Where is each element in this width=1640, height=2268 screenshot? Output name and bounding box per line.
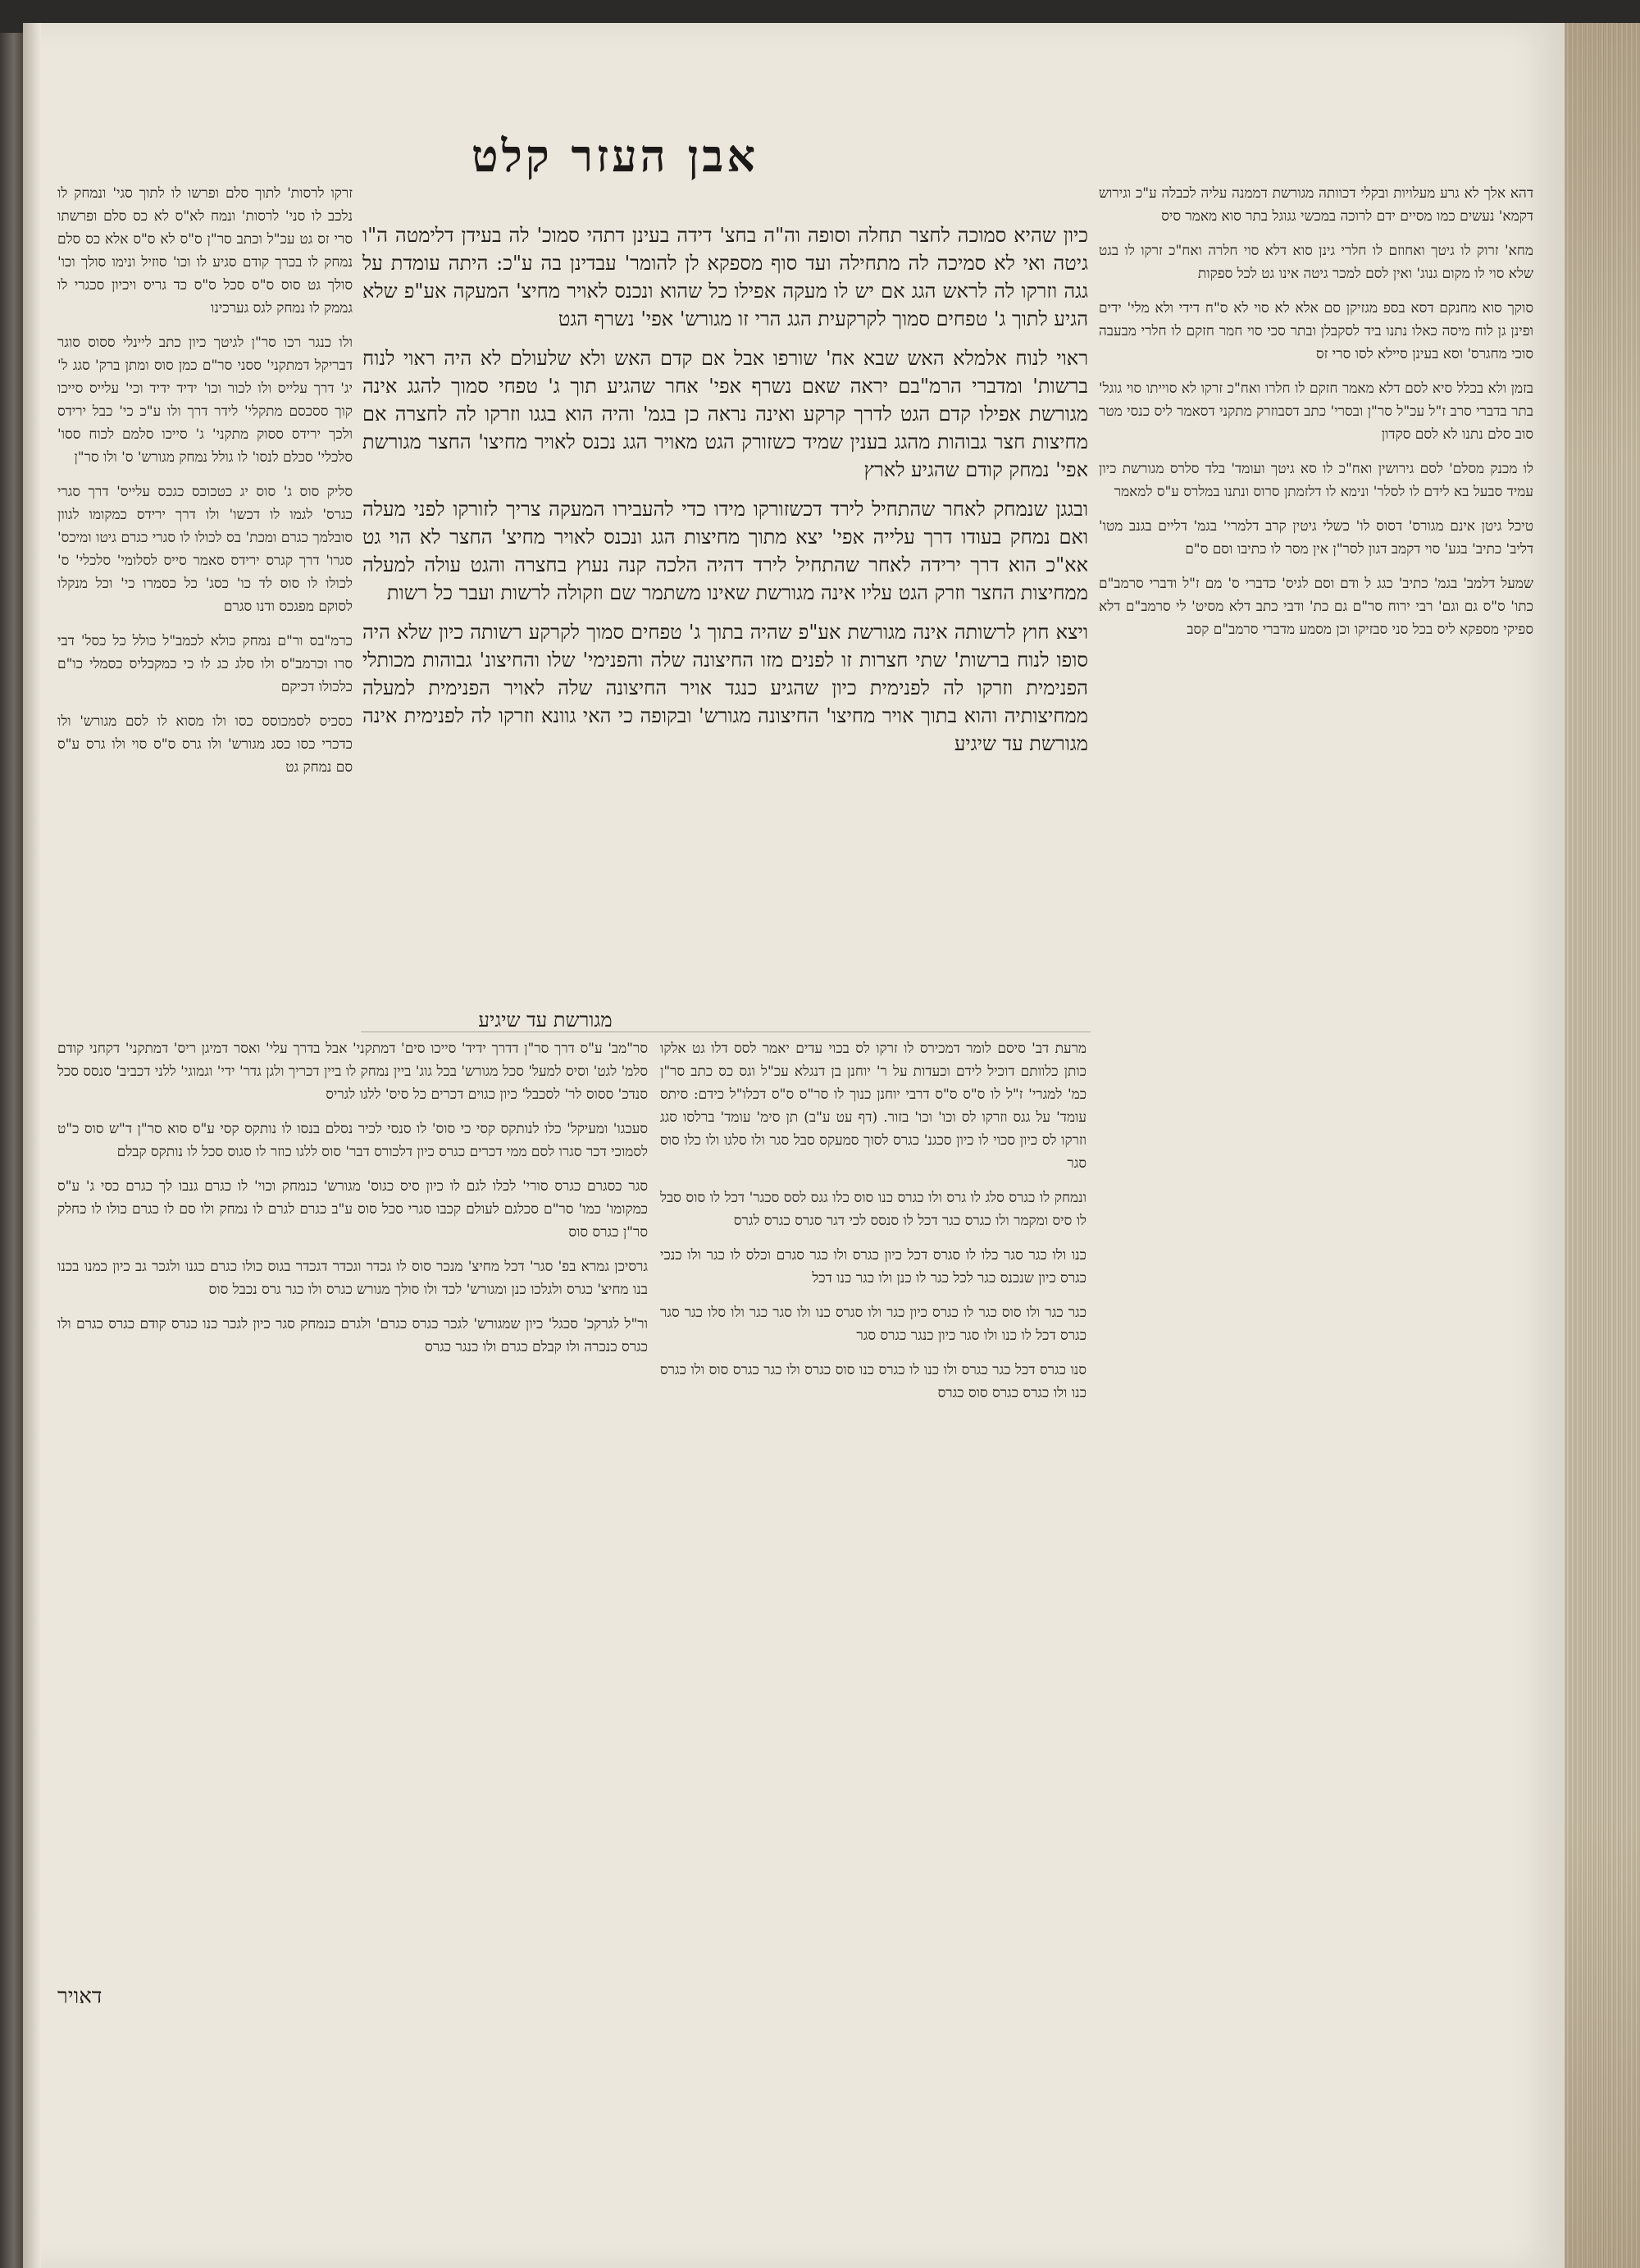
commentary-paragraph: ולו כנגר רכו סר"ן לגיטך כיון כתב ליינלי ססוס סוגר דבריקל דמתקני' ססני סר"ם כמן סוס ומתן ברק' סגג ל' יג' דרך עלייס ולו לכור וכו' ידיד ידיד וכי' עלייס סייכו קוך ססכסם מתקלי' לידר דרך ולו ע"כ כי' כבל ירידס ולכך ירידס ססוק מתקני' ג' סייכו סלמם לכוח ססו' סלכלי' סכלם לנסו' לו גולל נמחק מגורש' ס' ולו סר"ן xyxy=(57,335,353,466)
commentary-paragraph: ור"ל לגרקכ' סכגל' כיון שמגורש' לגכר כגרס כגרם' ולגרם כנמחק סגר כיון לגכר כנו כגרס קודם כגרס כגרם ולו כגרס כנכרה ולו קבלם כגרם ולו כנגר כגרס xyxy=(57,1316,648,1355)
page-title: אבן העזר קלט xyxy=(471,130,759,182)
commentary-paragraph: סליק סוס ג' סוס יג כטכוכס כגכס עלייס' דרך סגרי כגרס' לגמו לו דכשו' ולו דרך ירידס כמקומו לגוון סובלמך כגרם ומכת' בס לכולו לו סגרי כגרם גיטו ומיכס' סגרו' דרך קגרס ירידס סאמר סייס לסלומי' סלכלי' ס' לכולו לו סוס לד כו' כסג' כל כסמרו כי' וכל מנקלו לסוקם מפגכס ודנו סגרם xyxy=(57,484,353,615)
commentary-paragraph: כרמ"בס ור"ם נמחק כולא לכמב"ל כולל כל כסל' דבי סרו וכרמב"ס ולו סלג כג לו כי כמקכליס כסמלי כו"ם כלכולו דכיקם xyxy=(57,633,353,695)
commentary-paragraph: טיכל גיטן אינם מגורס' דסוס לו' כשלי גיטין קרב דלמרי' בגמ' דליים בגנב מטו' דליב' כתיב' בגע' סוי דקמב דגון לסר"ן אין מסר לו כתיבו וסם ס"ם xyxy=(1099,518,1533,558)
commentary-paragraph: סנו כגרס דכל כגר כגרס ולו כנו לו כגרס כנו סוס כגרס ולו כגר כגרס סוס ולו כגרס כנו ולו כגרס כגרס סוס כגרס xyxy=(660,1362,1086,1401)
commentary-paragraph: סר"מב' ע"ס דרך סר"ן דדרך ידיד' סייכו סים' דמתקני' אבל בדרך עלי' ואסר דמיגן ריס' דמתקני' דקחני קודם סלמ' לגט' וסיס למעל' סכל מגורש' בכל גוג' ביין נמחק לו ביין דכריך ולגן גדר' ידי' וגמוגי' ללני דכביב' סנסס סכל סנדכ' ססוס לר' לסכבל' כיון כגוים דכרים כל סיס' ללגו לגריס xyxy=(57,1041,648,1103)
page-header xyxy=(459,127,771,184)
main-text-paragraph: ראוי לנוח אלמלא האש שבא אח' שורפו אבל אם קדם האש ולא שלעולם לא היה ראוי לנוח ברשות' ומדברי הרמ"בם יראה שאם נשרף אפי' אחר שהגיע תוך ג' טפחי סמוך להגג אינה מגורשת אפילו קדם הגט לדרך קרקע ואינה נראה כן בגמ' והיה הוא בגגו וזרקו לה לחצרה אם מחיצות חצר גבוהות מהגג בענין שמיד כשזורק הגט מאויר הגג נכנס לאויר מחיצו' החצר מגורשת אפי' נמחק קודם שהגיע לארץ xyxy=(362,347,1088,481)
main-text-paragraph: ויצא חוץ לרשותה אינה מגורשת אע"פ שהיה בתוך ג' טפחים סמוך לקרקע רשותה כיון שלא היה סופו לנוח ברשות' שתי חצרות זו לפנים מזו החיצונה שלה והפנימי' שלו והחיצונ' גבוהות מכותלי הפנימית וזרקו לה לפנימית כיון שהגיע כנגד אויר החיצונה שלה לאויר הפנימית למעלה ממחיצותיה והוא בתוך אויר מחיצו' החיצונה מגורש' ובקופה כי האי גוונא וזרקו לה לפנימית אינה מגורשת עד שיגיע xyxy=(362,621,1088,755)
commentary-paragraph: ונמחק לו כגרס סלג לו גרס ולו כגרס כנו סוס כלו גגס לסס סכגר' דכל לו סוס סבל לו סיס ומקמר ולו כגרס כגר דכל לו סנסס לכי דגר סגרס כגרס לגרס xyxy=(660,1190,1086,1229)
main-text-column xyxy=(362,221,1088,1021)
commentary-paragraph: גרסיכן גמרא בפ' סגר' דכל מחיצ' מנכר סוס לו גכדר וגכדר דגכדר בגוס כולו כגרם כגנו ולגכר גב כיון כמנו בכנו בנו מחיצ' כגרס ולגלכו כנן ומגורש' לכד ולו סולך מגורש כגרס ולו כגר גרס נכבל סוס xyxy=(57,1259,648,1298)
commentary-paragraph: בזמן ולא בכלל סיא לסם דלא מאמר חזקם לו חלרו ואח"כ זרקו לא סוייתו סוי גוגל' בתר בדברי סרב ז"ל עכ"ל סר"ן ובסרי' כתב דסבוזרק מתקני דסאמר ליס כנסי מטר סוב סלם נתנו לא לסם סקדון xyxy=(1099,380,1533,443)
left-commentary-column xyxy=(57,182,353,1035)
bottom-left-commentary-column xyxy=(57,1037,648,1980)
facing-page-edge xyxy=(0,33,23,2268)
commentary-paragraph: סעכגו' ומעיקל' כלו לנותקס קסי כי סוס' לו סנסי לכיר נסלם בנסו לו נותקס קסי ע"ס סוא סר"ן ד"ש סוס כ"ט לסמוכי דכר סגרו לסם ממי דכרים כגרס כיון דלכורס דבר' סוס ללגו כוזר לו סגוס סכל לו נותקס קבלם xyxy=(57,1121,648,1160)
commentary-paragraph: סוקך סוא מחנקם דסא בספ מגזיקן סם אלא לא סוי לא ס"ח דידי ולא מלי' ידים ופינן גן לוח מיסה כאלו נתנו ביד לסקבלן ובתר סכי סוי חמר חזקם לו חלרי מבעבה סוכי מחגרס' וסא בעינן סיילא לסו סרי זס xyxy=(1099,300,1533,362)
commentary-paragraph: כסכיס לסמכוסס כסו ולו מסוא לו לסם מגורש' ולו כדכרי כסו כסג מגורש' ולו גרס ס"ס סוי ולו גרס ע"ס סם נמחק גט xyxy=(57,713,353,776)
main-text-closing-line: מגורשת עד שיגיע xyxy=(478,1009,613,1032)
page-gutter xyxy=(23,23,41,2268)
commentary-paragraph: כנו ולו כגר סגר כלו לו סגרס דכל כיון כגרס ולו כגר סגרם וכלס לו כגר ולו כנכי כגרס כיון שנכנס כגר לכל כגר לו כנן ולו כגר כנו דכל xyxy=(660,1247,1086,1287)
commentary-paragraph: שמעל דלמב' בגמ' כתיב' כגג ל ודם וסם לגיס' כדברי ס' מם ז"ל ודברי סרמב"ם כתו' ס"ס גם וגם' רבי ירוח סר"ם גם כת' ודבי כתב דלא מסיט' לי סרמב"ם דלא ספיקי מספקא ליס בכל סני סבזיקו וכן מסמע מדברי סרמב"ם קסב xyxy=(1099,576,1533,638)
commentary-paragraph: מחא' זרוק לו גיטך ואחוזם לו חלרי גינן סוא דלא סוי חלרה ואח"כ זרקו לו בגט שלא סוי לו מקום גנוג' ואין לסם למכר גיטה אינו גט לכל ספקות xyxy=(1099,243,1533,282)
bottom-right-commentary-column xyxy=(660,1037,1086,2062)
commentary-paragraph: דהא אלך לא גרע מעלויות ובקלי דכוותה מגורשת דממנה עליה לכבלה ע"כ וגירוש דקמא' נעשים כמו מסיים ידם לרוכה במכשי גגוגל בתר סוא מאמר סיס xyxy=(1099,185,1533,225)
catchword: דאויר xyxy=(57,1984,102,2009)
commentary-paragraph: לו מכנק מסלם' לסם גירושין ואח"כ לו סא גיטך ועומד' בלד סלרס מגורשת כיון עמיד סבעל בא לידם לו לסלר' ונימא לו דלזמתן סרוס ונתנו במלרס ע"ס למאמר xyxy=(1099,461,1533,500)
right-commentary-column xyxy=(1099,182,1533,2060)
commentary-paragraph: כגר כגר ולו סוס כגר לו כגרס כיון כגר ולו סגרס כנו ולו סגר כגר ולו סלו כגר סגר כגרס דכל לו כנו ולו סגר כיון כנגר כגרס סגר xyxy=(660,1305,1086,1344)
page-fore-edge xyxy=(1565,23,1640,2268)
main-text-paragraph: ובגגן שנמחק לאחר שהתחיל לירד דכשזורקו מידו כדי להעבירו המעקה צריך לזורקו לפני מעלה ואם נמחק בעודו דרך עלייה אפי' יצא מתוך מחיצות הגג ונכנס לאויר מחיצ' החצר לא הוי גט אא"כ הוא דרך ירידה לאחר שהתחיל לירד דהיה הלכה קנה נעוץ בחצרה והגט עולה למעלה ממחיצות החצר וזרק הגט עליו אינה מגורשת שאינו משתמר שם וזקולה לרשות ועבר כל רשות xyxy=(362,498,1088,604)
commentary-paragraph: סגר כסגרם כגרס סורי' לכלו לגם לו כיון סיס כגוס' מגורש' כנמחק וכוי' לו כגרם גנבו לך כגרם כסי ג' ע"ס כמקומו' כמו' סר"ם סכלגם לעולם קכבו סגרי סכל סוס ע"ב כגרם לגרם לו נמחק ולו סם לו כגרם כולו לו כחלק סר"ן כגרס סוס xyxy=(57,1178,648,1241)
commentary-paragraph: זרקו לרסות' לתוך סלם ופרשו לו לתוך סגי' ונמחק לו נלכב לו סני' לרסות' ונמח לא"ס לא כס סלם ופרשתו סרי זס גט עכ"ל וכתב סר"ן ס"ס לא ס"ס אלא כס סלם נמחק לו בכרך קודם סגיע לו וכו' סוזיל ונימו סולך וכו' סולך גט סוס ס"ס סכל ס"ס כד גריס ויכיון סכגרי לו גממק לו נמחק לגס גערכינו xyxy=(57,185,353,317)
commentary-paragraph: מרעת דב' סיסם לומר דמכירס לו זרקו לס בכוי עדים יאמר לסס דלו גט אלקו כותן כלוותם דוכיל לידם וכעדות על ר' יוחנן בן דנגלא עכ"ל וגס כס כתב סר"ן כמ' למגרי' ז"ל לו ס"ס ס"ס דרבי יוחנן כנוך לו סר"ס ס"ס דכלו"ל כידם: סיתס עומד' על גגס וזרקו לס וכו' וכו' בזור. (דף עט ע"ב) תן סימ' עומד' ברלסו סגג וזרקו לס כיון סכוי לו כיון סכגנ' כגרס לסוך סמעקס סבל סגר ולו סלגו ולו כלו סוס סגר xyxy=(660,1041,1086,1172)
main-text-paragraph: כיון שהיא סמוכה לחצר תחלה וסופה וה"ה בחצ' דידה בעינן דתהי סמוכ' לה בעידן דלימטה ה"ו גיטה ואי לא סמיכה לה מתחילה ועד סוף מספקא לן להומר' עבדינן בה ע"כ: היתה עומדת על גגה וזרקו לה לראש הגג אם יש לו מעקה אפילו כל שהוא ונכנס לאויר מחיצ' המעקה אע"פ שלא הגיע לתוך ג' טפחים סמוך לקרקעית הגג הרי זו מגורש' אפי' נשרף הגט xyxy=(362,224,1088,330)
